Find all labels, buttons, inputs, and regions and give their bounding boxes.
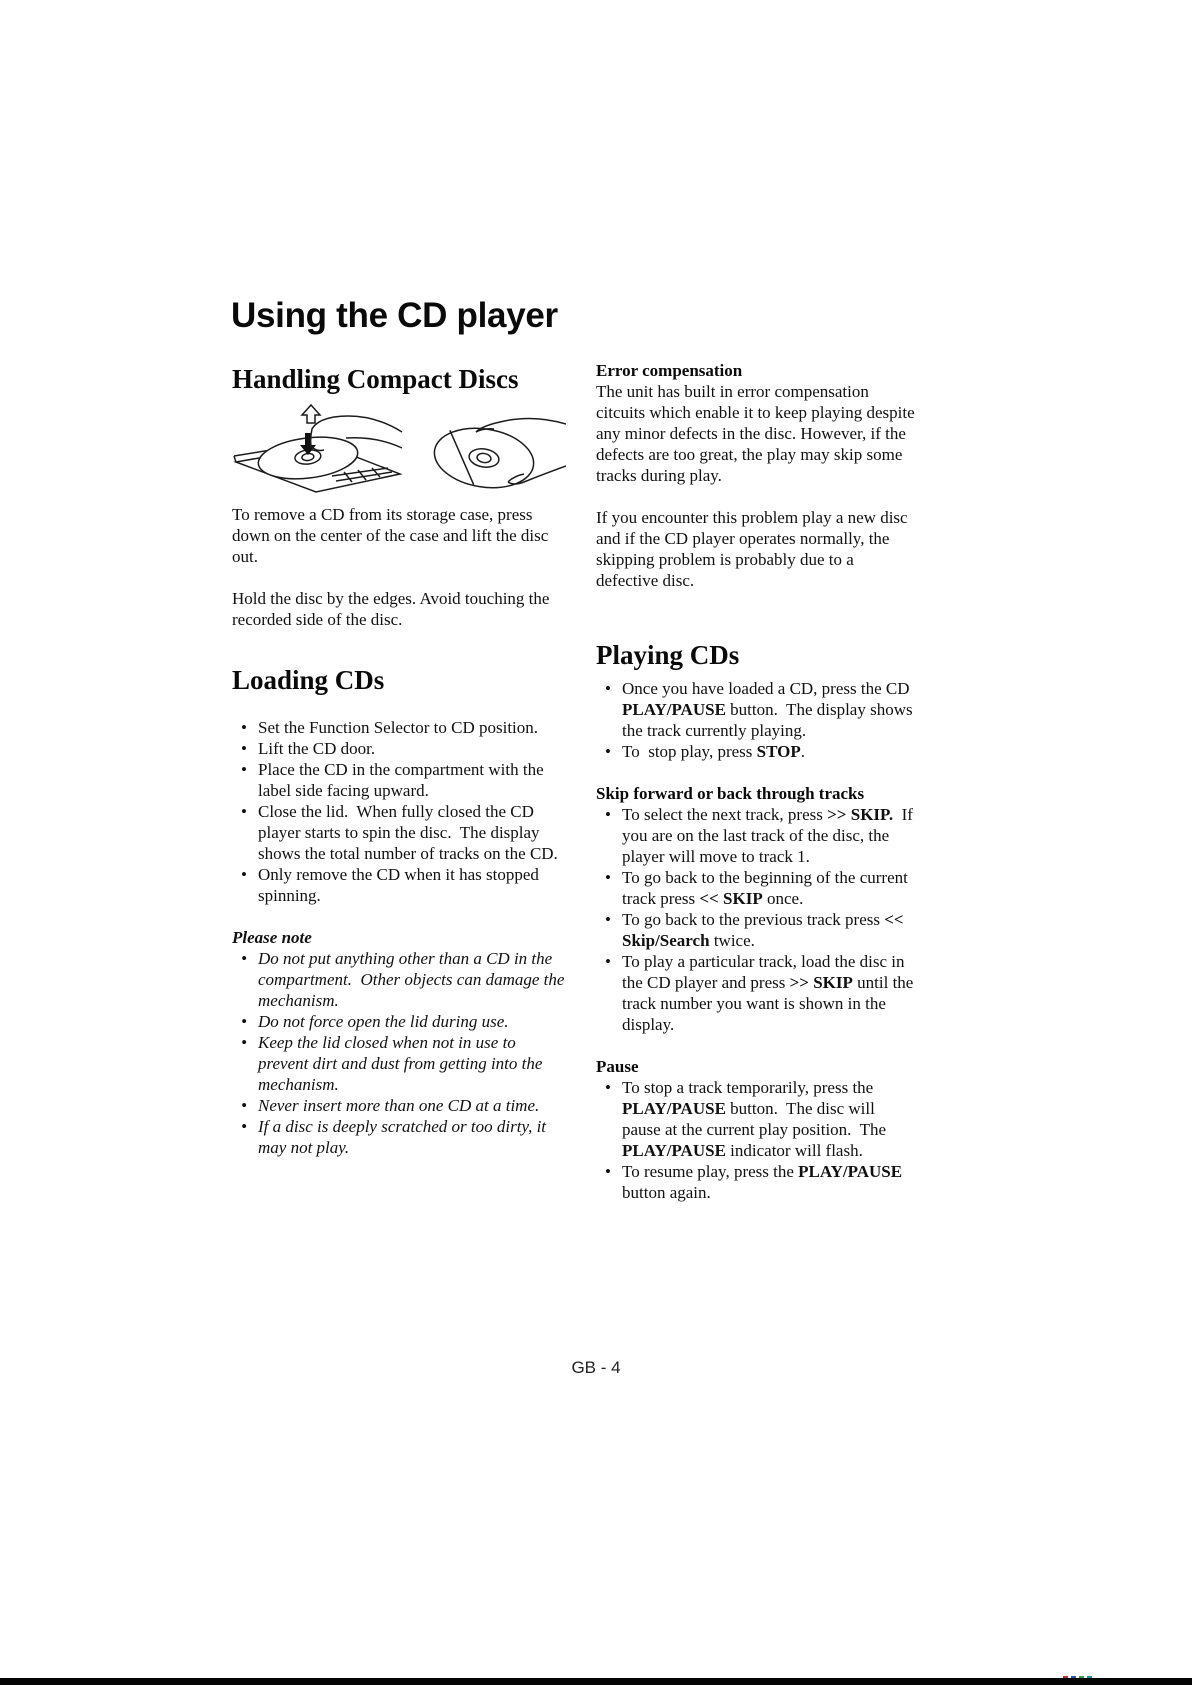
paragraph: If you encounter this problem play a new disc and if the CD player operates normally, the skipping problem is probably due to a defective disc.	[596, 508, 912, 590]
loading-bullet-list	[232, 717, 568, 906]
bullet-item: • Only remove the CD when it has stopped spinning.	[232, 864, 568, 906]
heading-please-note: Please note	[232, 928, 312, 947]
heading-loading-cds: Loading CDs	[232, 665, 385, 695]
handling-illustration	[232, 402, 568, 496]
paragraph: Hold the disc by the edges. Avoid touching the recorded side of the disc.	[232, 589, 554, 629]
heading-error-compensation: Error compensation	[596, 361, 743, 380]
footer-page-number: GB - 4	[571, 1358, 621, 1377]
pause-bullet-list	[596, 1077, 916, 1203]
heading-playing-cds: Playing CDs	[596, 640, 740, 670]
right-column	[596, 360, 919, 1203]
skip-bullet-list	[596, 804, 916, 1035]
page-title: Using the CD player	[231, 296, 558, 335]
bullet-item: • Place the CD in the compartment with the label side facing upward.	[232, 759, 568, 801]
bullet-item: • To go back to the previous track press << Skip/Search twice.	[596, 909, 916, 951]
playing-bullet-list	[596, 678, 916, 762]
bullet-item: • Set the Function Selector to CD position.	[232, 717, 568, 738]
lift-disc-illustration	[234, 405, 402, 492]
paragraph: The unit has built in error compensation citcuits which enable it to keep playing despite any minor defects in the disc. However, if the defects are too great, the play may skip some tracks during play.	[596, 382, 919, 485]
bullet-item: • To stop a track temporarily, press the PLAY/PAUSE button. The disc will pause at the current play position. The PLAY/PAUSE indicator will flash.	[596, 1077, 916, 1161]
bullet-item: • Close the lid. When fully closed the CD player starts to spin the disc. The display shows the total number of tracks on the CD.	[232, 801, 568, 864]
heading-skip-tracks: Skip forward or back through tracks	[596, 784, 865, 803]
bullet-item: • If a disc is deeply scratched or too dirty, it may not play.	[232, 1116, 568, 1158]
up-arrow-icon	[302, 405, 320, 423]
bullet-item: • To select the next track, press >> SKIP. If you are on the last track of the disc, the player will move to track 1.	[596, 804, 916, 867]
cd-handling-drawing	[232, 402, 566, 496]
bullet-item: • Do not put anything other than a CD in the compartment. Other objects can damage the mechanism.	[232, 948, 568, 1011]
left-column	[232, 364, 568, 1158]
bullet-item: • To stop play, press STOP.	[596, 741, 916, 762]
bullet-item: • To resume play, press the PLAY/PAUSE button again.	[596, 1161, 916, 1203]
bullet-item: • Do not force open the lid during use.	[232, 1011, 568, 1032]
bullet-item: • Never insert more than one CD at a time.	[232, 1095, 568, 1116]
bullet-item: • Lift the CD door.	[232, 738, 568, 759]
bullet-item: • To go back to the beginning of the current track press << SKIP once.	[596, 867, 916, 909]
paragraph: To remove a CD from its storage case, press down on the center of the case and lift the disc out.	[232, 505, 553, 566]
heading-pause: Pause	[596, 1057, 639, 1076]
please-note-block	[232, 927, 568, 1158]
bullet-item: • To play a particular track, load the disc in the CD player and press >> SKIP until the track number you want is shown in the display.	[596, 951, 916, 1035]
heading-handling-compact-discs: Handling Compact Discs	[232, 364, 519, 394]
hold-disc-illustration	[430, 418, 566, 494]
bullet-item: • Keep the lid closed when not in use to prevent dirt and dust from getting into the mechanism.	[232, 1032, 568, 1095]
bottom-edge-bar	[0, 1678, 1192, 1685]
bullet-item: • Once you have loaded a CD, press the CD PLAY/PAUSE button. The display shows the track currently playing.	[596, 678, 916, 741]
